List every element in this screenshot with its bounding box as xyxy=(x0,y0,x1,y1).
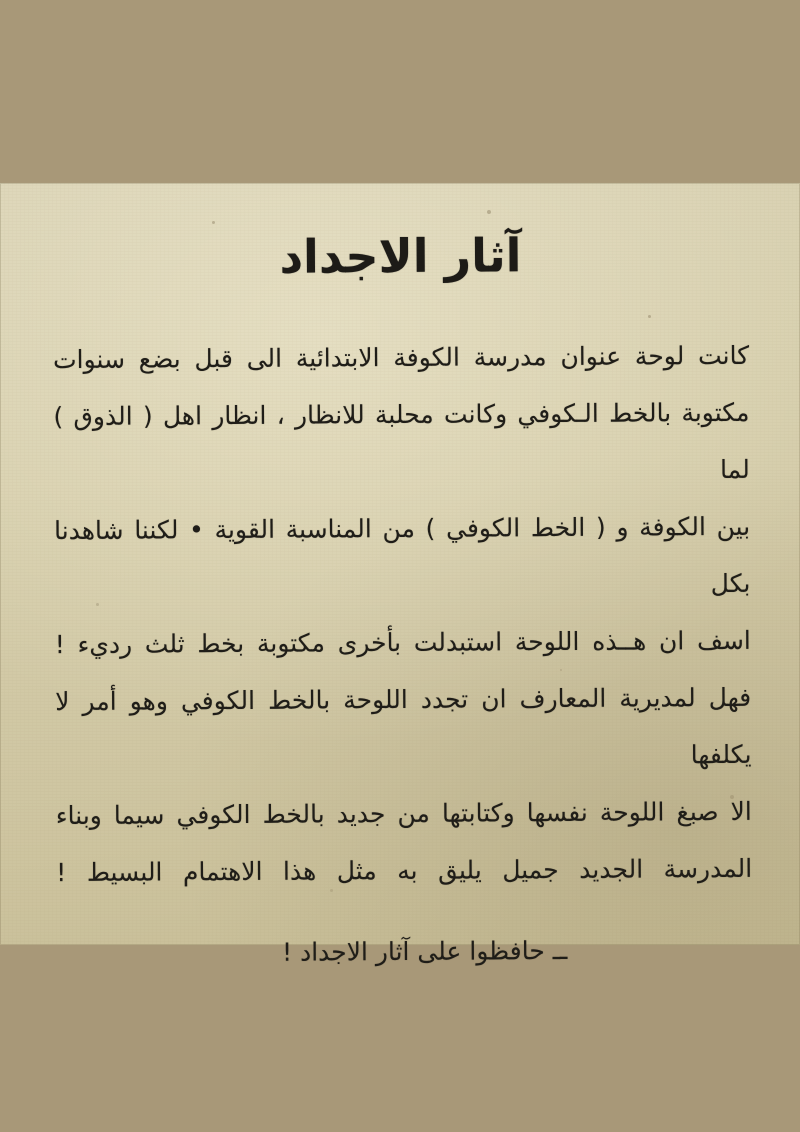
body-line: اسف ان هــذه اللوحة استبدلت بأخرى مكتوبة بخط ثلث رديء ! xyxy=(54,625,751,660)
body-line: المدرسة الجديد جميل يليق به مثل هذا الاهتمام البسيط ! xyxy=(56,853,753,888)
body-line: بين الكوفة و ( الخط الكوفي ) من المناسبة القوية • لكننا شاهدنا بكل xyxy=(54,511,751,599)
clipping-content xyxy=(0,181,800,967)
article-headline: آثار الاجداد xyxy=(279,228,522,284)
body-line: فهل لمديرية المعارف ان تجدد اللوحة بالخط الكوفي وهو أمر لا يكلفها xyxy=(55,682,752,770)
body-line: الا صبغ اللوحة نفسها وكتابتها من جديد بالخط الكوفي سيما وبناء xyxy=(55,796,752,831)
article-closing-line: ــ حافظوا على آثار الاجداد ! xyxy=(281,935,568,967)
body-line: مكتوبة بالخط الـكوفي وكانت محلبة للانظار ، انظار اهل ( الذوق ) لما xyxy=(53,397,750,485)
article-body xyxy=(53,281,753,901)
newspaper-clipping xyxy=(0,183,800,967)
body-line: كانت لوحة عنوان مدرسة الكوفة الابتدائية الى قبل بضع سنوات xyxy=(52,340,750,375)
